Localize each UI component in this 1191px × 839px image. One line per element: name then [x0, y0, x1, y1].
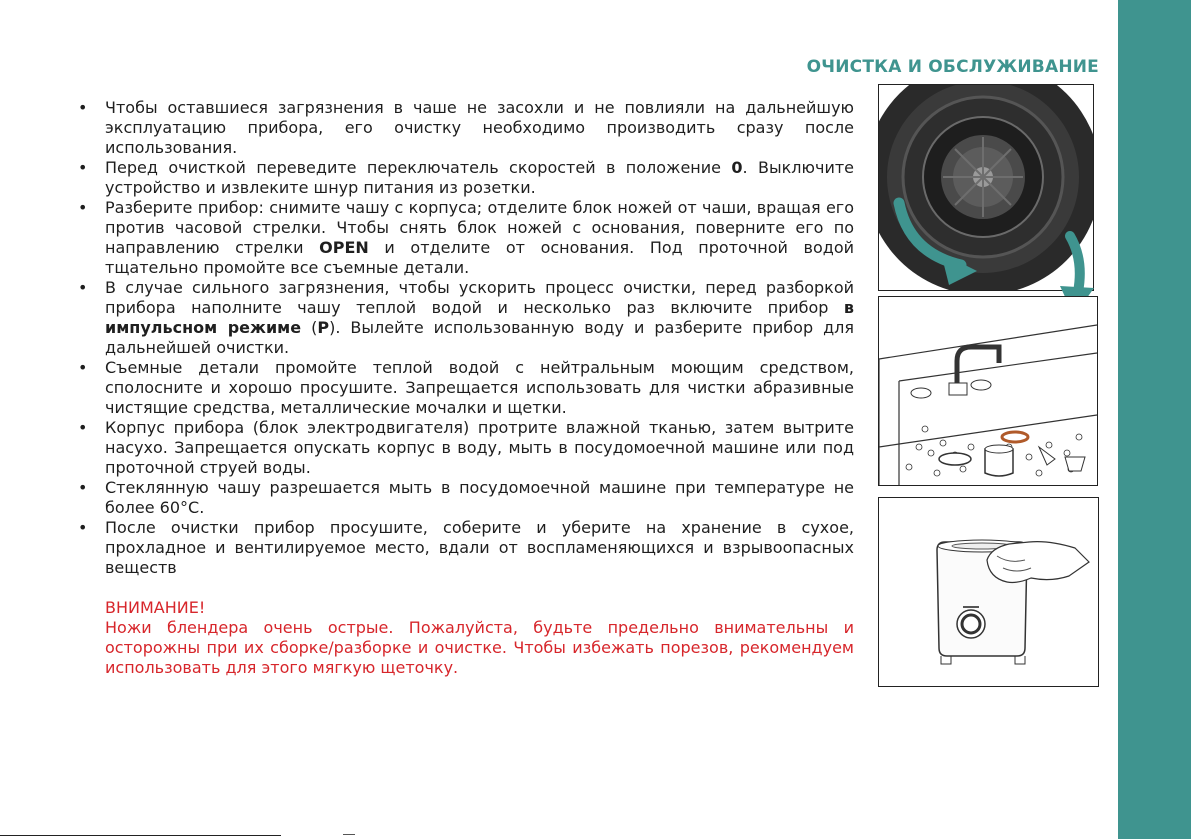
instruction-text: После очистки прибор просушите, соберите и уберите на хранение в сухое, прохладное и вентилируемое место, вдали от воспламеняющихся и взрывоопасных веществ — [105, 518, 854, 577]
footer-rule — [0, 835, 281, 836]
instruction-text: . Выключите устройство и извлеките шнур питания из розетки. — [105, 158, 855, 197]
instruction-text: ). Вылейте использованную воду и разберите прибор для дальнейшей очистки. — [105, 318, 855, 357]
base-wiping-figure — [878, 497, 1099, 687]
base-wiping-illustration — [879, 498, 1098, 686]
instruction-item-5 — [78, 358, 854, 418]
instruction-item-3 — [78, 198, 854, 278]
pulse-mode-key: P — [317, 318, 330, 337]
instruction-text: Чтобы оставшиеся загрязнения в чаше не засохли и не повлияли на дальнейшую эксплуатацию прибора, его очистку необходимо производить сразу после использования. — [105, 98, 854, 157]
open-arrow-label: OPEN — [319, 238, 369, 257]
instruction-item-8 — [78, 518, 854, 578]
footer-mark — [343, 834, 355, 835]
section-title: ОЧИСТКА И ОБСЛУЖИВАНИЕ — [806, 57, 1099, 77]
warning-title: ВНИМАНИЕ! — [105, 598, 206, 617]
instruction-text: Корпус прибора (блок электродвигателя) протрите влажной тканью, затем вытрите насухо. Запрещается опускать корпус в воду, мыть в посудомоечной машине или под проточной струей воды. — [105, 418, 854, 477]
instruction-item-2 — [78, 158, 854, 198]
instruction-text: Стеклянную чашу разрешается мыть в посудомоечной машине при температуре не более 60°С. — [105, 478, 854, 517]
instruction-text: ( — [301, 318, 318, 337]
instruction-text: Съемные детали промойте теплой водой с нейтральным моющим средством, сполосните и хорошо просушите. Запрещается использовать для чистки абразивные чистящие средства, металлические мочалки и щетки. — [105, 358, 854, 417]
instruction-item-7 — [78, 478, 854, 518]
speed-position-zero: 0 — [731, 158, 743, 177]
instruction-item-6 — [78, 418, 854, 478]
instruction-text: и отделите от основания. Под проточной водой тщательно промойте все съемные детали. — [105, 238, 855, 277]
instruction-text: В случае сильного загрязнения, чтобы ускорить процесс очистки, перед разборкой прибора наполните чашу теплой водой и несколько раз включите прибор — [105, 278, 854, 317]
instruction-item-4 — [78, 278, 854, 358]
instruction-text: Разберите прибор: снимите чашу с корпуса; отделите блок ножей от чаши, вращая его против часовой стрелки. Чтобы снять блок ножей с основания, поверните его по направлению стрелки — [105, 198, 854, 257]
instructions-content — [78, 98, 854, 678]
warning-text: Ножи блендера очень острые. Пожалуйста, будьте предельно внимательны и осторожны при их сборке/разборке и очистке. Чтобы избежать порезов, рекомендуем использовать для этого мягкую щеточку. — [105, 618, 854, 677]
sink-washing-figure — [878, 296, 1098, 486]
side-color-bar — [1118, 0, 1191, 839]
instruction-text: Перед очисткой переведите переключатель скоростей в положение — [105, 158, 732, 177]
instructions-list — [78, 98, 854, 578]
pulse-mode-label: в импульсном режиме — [105, 298, 854, 337]
warning-block — [78, 598, 854, 678]
sink-washing-illustration — [879, 297, 1097, 485]
instruction-item-1 — [78, 98, 854, 158]
